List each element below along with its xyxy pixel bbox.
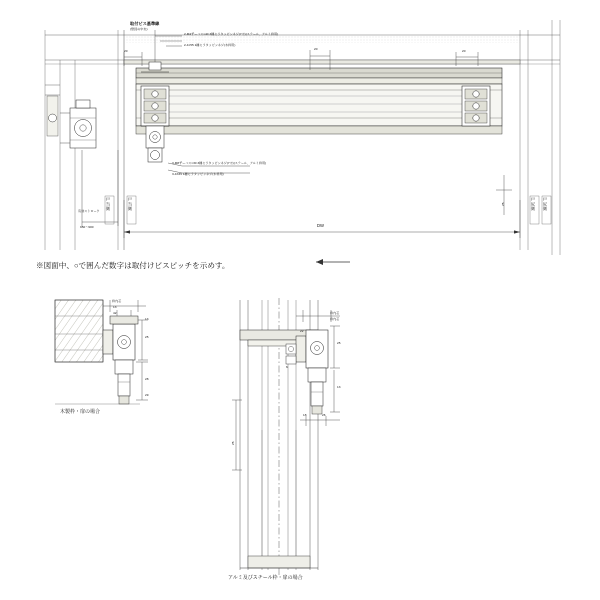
stroke-value: 950～900 xyxy=(80,225,94,229)
detail-right-dim-d: 18 xyxy=(303,413,307,417)
vlabel-right-2: 戸尻側 xyxy=(542,197,548,211)
screw-spec-4: 3-4X35 1種セラタッピンネジ(木枠用) xyxy=(172,172,224,176)
pitch-note: ※図面中、○で囲んだ数字は取付けビスピッチを示めす。 xyxy=(36,261,230,270)
detail-left-center-label: 枠内芯 xyxy=(112,299,122,303)
dim-dw: DW xyxy=(317,223,324,228)
detail-right-dim-f: 25 xyxy=(231,441,235,445)
detail-left-dim-b: 25 xyxy=(145,335,149,339)
detail-left-dim-a: 13 xyxy=(113,305,117,309)
detail-wood-frame xyxy=(55,300,148,404)
top-elevation-view xyxy=(45,20,560,255)
detail-right-dim-e: 26 xyxy=(322,413,326,417)
dim-20-right: 20 xyxy=(462,49,466,53)
mount-screw-label2: (壁経の中央) xyxy=(130,27,148,31)
detail-right-dim-b: 25 xyxy=(337,341,341,345)
detail-right-dim-h: 6 xyxy=(286,365,288,369)
detail-right-dim-g: 22 xyxy=(300,329,304,333)
screw-spec-1: 2-M4ザーバス×40 3種セラタッピンネジ(7ボ)(ステール、アルミ枠用) xyxy=(184,32,279,36)
detail-left-dim-d: 28 xyxy=(145,377,149,381)
vlabel-left-2: 戸当側 xyxy=(127,197,133,211)
detail-right-center-label: 枠内芯 xyxy=(330,317,340,321)
detail-right-dim-a: 枠内芯 xyxy=(330,311,340,315)
detail-left-caption: 木製枠・扉の場合 xyxy=(60,409,101,415)
mount-screw-label: 取付ビス基準線 xyxy=(130,21,160,26)
screw-spec-3: 3-M8ザーバス×30 3種セラタッピンネジ(7ボ)(ステール、アルミ枠用) xyxy=(172,161,267,165)
stroke-label: 有効ストローク xyxy=(78,209,100,213)
detail-left-dim-c: 13 xyxy=(145,317,149,321)
dim-20-left: 20 xyxy=(124,49,128,53)
direction-arrow xyxy=(316,259,350,265)
vlabel-left-1: 戸当側 xyxy=(105,197,111,211)
dim-20-mid: 20 xyxy=(314,47,318,51)
vlabel-right-1: 戸尻側 xyxy=(530,197,536,211)
detail-right-dim-c: 13 xyxy=(337,385,341,389)
detail-right-caption: アルミ及びスチール枠・扉の場合 xyxy=(228,575,303,581)
detail-metal-frame xyxy=(232,298,340,575)
detail-left-dim-f: 42 xyxy=(113,311,117,315)
screw-spec-2: 2-4×55 1種セラタッピンネジ(木枠用) xyxy=(184,43,236,47)
detail-left-dim-e: 29 xyxy=(145,393,149,397)
dim-right-25: 25 xyxy=(501,202,505,206)
